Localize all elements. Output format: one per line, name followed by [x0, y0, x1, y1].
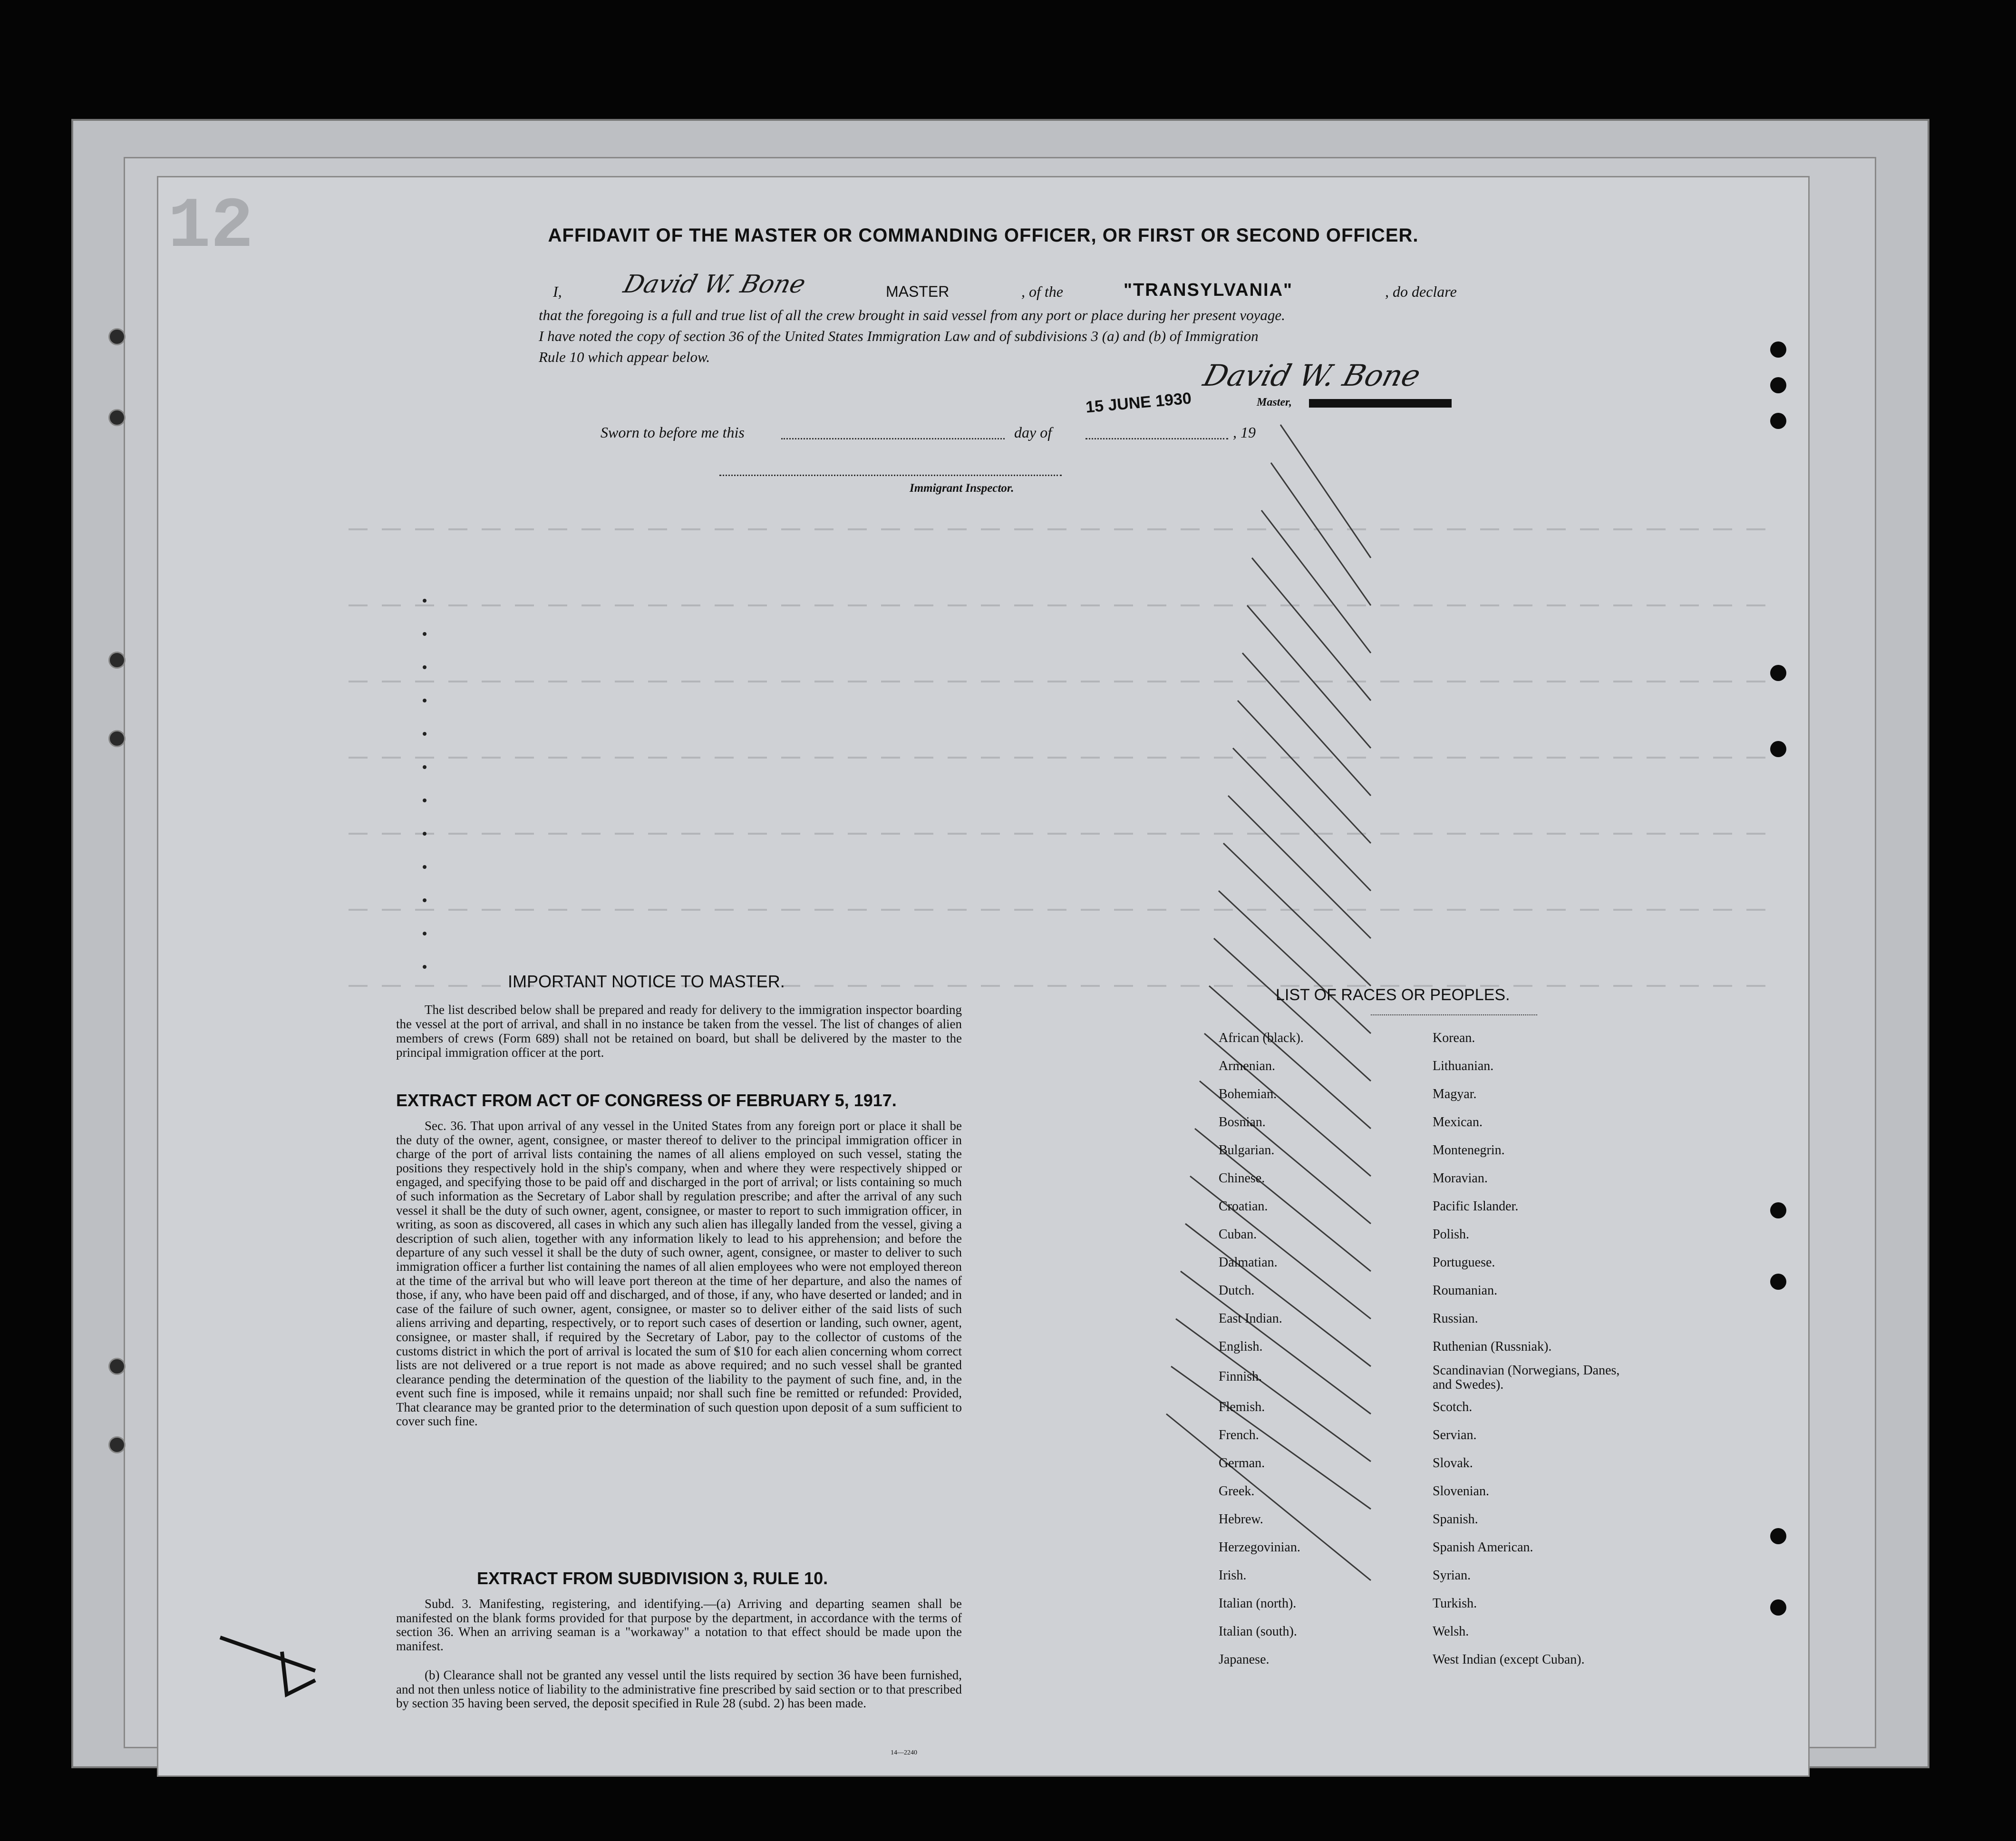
i-prefix: I, — [553, 283, 562, 300]
race-item: Herzegovinian. — [1219, 1540, 1300, 1555]
binder-hole — [108, 1358, 126, 1375]
race-item: Dutch. — [1219, 1283, 1255, 1298]
race-item: Portuguese. — [1433, 1255, 1495, 1270]
notice-title: IMPORTANT NOTICE TO MASTER. — [508, 972, 785, 991]
race-item: Scandinavian (Norwegians, Danes, and Swedes). — [1433, 1363, 1620, 1392]
race-item: Greek. — [1219, 1484, 1255, 1499]
race-item: Turkish. — [1433, 1596, 1477, 1611]
races-title: LIST OF RACES OR PEOPLES. — [1276, 986, 1510, 1004]
race-item: Montenegrin. — [1433, 1143, 1505, 1158]
year-label: , 19 — [1233, 424, 1256, 441]
vessel-name: "TRANSYLVANIA" — [1124, 280, 1293, 300]
extract-rule-body-a: Subd. 3. Manifesting, registering, and identifying.—(a) Arriving and departing seamen shall be manifested on the blank forms provided for that purpose by the department, in accordance with the terms of section 36. When an arriving seaman is a "workaway" a notation to that effect should be made upon the manifest. — [396, 1597, 962, 1653]
race-item: Slovak. — [1433, 1456, 1473, 1471]
race-item: Cuban. — [1219, 1227, 1257, 1242]
race-item: English. — [1219, 1339, 1263, 1354]
race-item: Armenian. — [1219, 1059, 1275, 1073]
punch-hole — [1770, 741, 1786, 757]
master-label: Master, — [1257, 396, 1292, 409]
race-item: Welsh. — [1433, 1624, 1469, 1639]
race-item: French. — [1219, 1428, 1259, 1442]
inspector-label: Immigrant Inspector. — [910, 482, 1014, 495]
extract-act-body: Sec. 36. That upon arrival of any vessel in the United States from any foreign port or place it shall be the duty of the owner, agent, consignee, or master thereof to deliver to the principal immigration officer in charge of the port of arrival lists containing the names of all aliens employed on such vessel, stating the positions they respectively hold in the ship's company, when and where they were respectively shipped or engaged, and specifying those to be paid off and discharged in the port of arrival; or lists containing so much of such information as the Secretary of Labor shall by regulation prescribe; and after the arrival of any such vessel it shall be the duty of such owner, agent, consignee, or master to report to such immigration officer, in writing, as soon as discovered, all cases in which any such alien has illegally landed from the vessel, giving a description of such alien, together with any information likely to lead to his apprehension; and before the departure of any such vessel it shall be the duty of such owner, agent, consignee, or master to deliver to such immigration officer a further list containing the names of all alien employees who were not employed thereon at the time of the arrival but who will leave port thereon at the time of her departure, and also the names of those, if any, who have been paid off and discharged, and of those, if any, who have deserted or landed; and in case of the failure of such owner, agent, consignee, or master so to deliver either of the said lists of such aliens arriving and departing, respectively, or to report such cases of desertion or landing, such owner, agent, consignee, or master shall, if required by the Secretary of Labor, pay to the collector of customs of the customs district in which the port of arrival is located the sum of $10 for each alien concerning whom correct lists are not delivered or a true report is not made as above required; and no such vessel shall be granted clearance pending the determination of the question of the liability to the payment of such fine, and, in the event such fine is imposed, while it remains unpaid; nor shall such fine be remitted or refunded: Provided, That clearance may be granted prior to the determination of such question upon deposit of a sum sufficient to cover such fine. — [396, 1119, 962, 1429]
sworn-label: Sworn to before me this — [601, 424, 745, 441]
race-item: Flemish. — [1219, 1400, 1265, 1414]
race-item: Italian (north). — [1219, 1596, 1297, 1611]
race-item: Polish. — [1433, 1227, 1470, 1242]
do-declare-label: , do declare — [1385, 283, 1457, 300]
binder-hole — [108, 1436, 126, 1453]
race-item: Scotch. — [1433, 1400, 1473, 1414]
binder-hole — [108, 652, 126, 669]
binder-hole — [108, 730, 126, 747]
binder-hole — [108, 328, 126, 345]
declaration-line-2: that the foregoing is a full and true list of all the crew brought in said vessel from any port or place during her present voyage. — [539, 307, 1285, 323]
punch-hole — [1770, 1528, 1786, 1544]
struck-out-text — [1309, 399, 1452, 408]
day-of-label: day of — [1014, 424, 1052, 441]
race-item: West Indian (except Cuban). — [1433, 1652, 1585, 1667]
binder-hole — [108, 409, 126, 426]
race-item: Korean. — [1433, 1031, 1475, 1045]
race-item: Spanish American. — [1433, 1540, 1533, 1555]
punch-hole — [1770, 1274, 1786, 1290]
notice-body: The list described below shall be prepared and ready for delivery to the immigration inspector boarding the vessel at the port of arrival, and shall in no instance be taken from the vessel. The list of changes of alien members of crews (Form 689) shall not be retained on board, but shall be delivered by the master to the principal immigration officer at the port. — [396, 1003, 962, 1060]
race-item: Italian (south). — [1219, 1624, 1297, 1639]
inspector-signature-field — [719, 475, 1062, 476]
race-item: Japanese. — [1219, 1652, 1270, 1667]
race-item: Russian. — [1433, 1311, 1478, 1326]
race-item: Dalmatian. — [1219, 1255, 1278, 1270]
race-item: Croatian. — [1219, 1199, 1268, 1214]
race-item: Syrian. — [1433, 1568, 1471, 1583]
race-item: Lithuanian. — [1433, 1059, 1494, 1073]
race-item: Bohemian. — [1219, 1087, 1277, 1101]
race-item: Moravian. — [1433, 1171, 1488, 1186]
race-item: Hebrew. — [1219, 1512, 1263, 1527]
punch-hole — [1770, 1202, 1786, 1218]
race-item: Irish. — [1219, 1568, 1247, 1583]
races-left-column — [1219, 1024, 1304, 1674]
race-item: Pacific Islander. — [1433, 1199, 1519, 1214]
race-item: Magyar. — [1433, 1087, 1477, 1101]
sworn-day-field — [781, 438, 1005, 439]
extract-rule-title: EXTRACT FROM SUBDIVISION 3, RULE 10. — [477, 1568, 828, 1588]
race-item: African (black). — [1219, 1031, 1304, 1045]
punch-hole — [1770, 1599, 1786, 1616]
declaration-line-3: I have noted the copy of section 36 of the United States Immigration Law and of subdivisions 3 (a) and (b) of Immigration — [539, 328, 1259, 344]
punch-hole — [1770, 413, 1786, 429]
extract-rule-body-b: (b) Clearance shall not be granted any vessel until the lists required by section 36 have been furnished, and not then unless notice of liability to the administrative fine prescribed by said section or to that prescribed by section 35 having been served, the deposit specified in Rule 28 (subd. 2) has been made. — [396, 1668, 962, 1711]
punch-hole — [1770, 665, 1786, 681]
affidavit-title: AFFIDAVIT OF THE MASTER OR COMMANDING OFFICER, OR FIRST OR SECOND OFFICER. — [548, 225, 1419, 246]
form-number: 14—2240 — [891, 1749, 917, 1756]
race-item: East Indian. — [1219, 1311, 1282, 1326]
declaration-line-4: Rule 10 which appear below. — [539, 349, 710, 365]
affidavit-page — [157, 176, 1810, 1777]
race-item: Slovenian. — [1433, 1484, 1489, 1499]
date-stamp: 15 JUNE 1930 — [1085, 389, 1192, 417]
punch-hole — [1770, 377, 1786, 393]
master-name-signature: David W. Bone — [620, 270, 809, 299]
extract-act-title: EXTRACT FROM ACT OF CONGRESS OF FEBRUARY 5, 1917. — [396, 1091, 897, 1110]
race-item: Finnish. — [1219, 1369, 1262, 1384]
race-item: German. — [1219, 1456, 1265, 1471]
race-item: Bosnian. — [1219, 1115, 1266, 1130]
race-item: Roumanian. — [1433, 1283, 1498, 1298]
rank-label: MASTER — [886, 283, 950, 300]
race-item: Bulgarian. — [1219, 1143, 1275, 1158]
races-right-column — [1433, 1024, 1623, 1674]
master-signature: David W. Bone — [1200, 358, 1425, 393]
punch-hole — [1770, 341, 1786, 358]
sworn-month-field — [1086, 438, 1228, 439]
race-item: Servian. — [1433, 1428, 1477, 1442]
race-item: Spanish. — [1433, 1512, 1478, 1527]
of-the-label: , of the — [1021, 283, 1063, 300]
race-item: Mexican. — [1433, 1115, 1483, 1130]
race-item: Chinese. — [1219, 1171, 1265, 1186]
races-title-rule — [1371, 1014, 1537, 1015]
handwritten-mark — [220, 1637, 315, 1695]
race-item: Ruthenian (Russniak). — [1433, 1339, 1552, 1354]
show-through-number: 12 — [168, 187, 254, 268]
